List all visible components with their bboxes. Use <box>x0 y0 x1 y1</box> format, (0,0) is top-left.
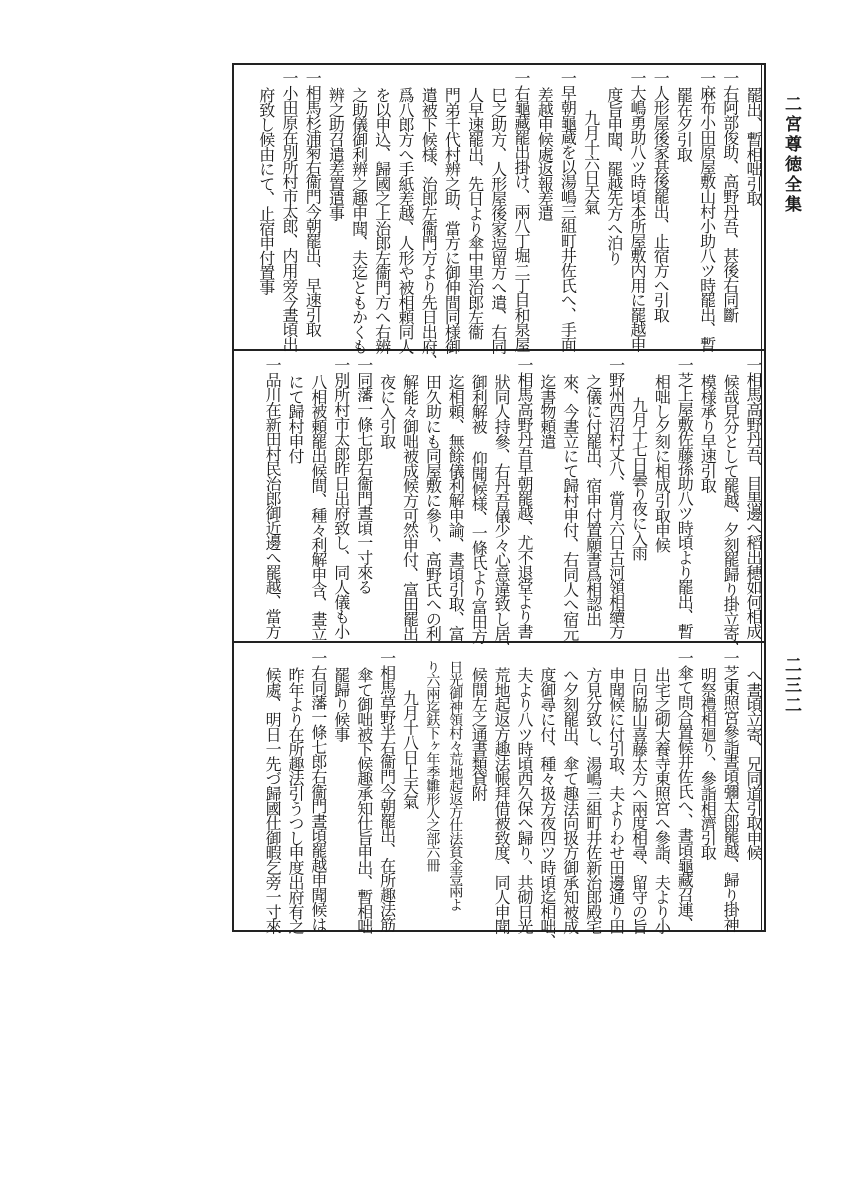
text-column: 罷出、暫相咄引取 <box>744 87 763 206</box>
text-column: 爲八郎方へ手紙差越、人形や被相頼同人 <box>396 87 415 354</box>
text-column: 一相馬草野半右衞門今朝罷出、在所趣法筋 <box>377 650 397 932</box>
text-column: 來、今晝立にて歸村申付、右同人へ宿元 <box>560 374 580 641</box>
text-column: 一人形屋後家甚後罷出、止宿方へ引取 <box>651 70 671 322</box>
text-column: 差越申候處返報差遣 <box>535 87 555 221</box>
text-column: 八相被頼罷出候間、種々利解申含、晝立 <box>308 374 328 641</box>
text-column: 日向脇山喜藤太方へ兩度相尋、留守の旨 <box>629 667 649 934</box>
text-column: 一右阿部俊助、高野丹吾、甚後右同斷 <box>720 70 740 322</box>
text-column: 巳之助方、人形屋後家逗留方へ遣、右同 <box>488 87 508 354</box>
text-column: にて歸村申付 <box>286 374 305 463</box>
text-column: 度旨申聞、罷越先方へ泊り <box>604 87 624 265</box>
text-column: 一別所村市太郎昨日出府致し、同人儀も小 <box>331 357 351 639</box>
text-column: 一右同藩一條七郎右衞門晝頃罷越申聞候は <box>308 650 328 932</box>
text-column: へ夕刻罷出、傘て趣法向扱方御承知被成 <box>560 667 580 934</box>
text-column: 迄相頼、無餘儀利解申諭、晝頃引取、富 <box>446 374 466 641</box>
text-column: 相咄し夕刻に相成引取申候 <box>652 374 672 552</box>
text-column: 罷歸り候事 <box>331 667 351 742</box>
text-column: 迄書物頼遣 <box>537 374 557 449</box>
page-number: 二三二 <box>781 656 801 716</box>
text-column: 九月十八日上天氣 <box>400 690 420 809</box>
text-column: 解能々御咄被成候方可然申付、富田罷出 <box>400 374 420 641</box>
text-column: 之助儀御利辨之趣申聞、夫迄ともかくも <box>349 87 369 354</box>
text-column: へ晝頃立寄、兄同道引取申候 <box>744 667 763 860</box>
text-column: 一品川在新田村民治郎御近邊へ罷越、當方 <box>263 357 283 639</box>
text-column: 一芝上屋敷佐藤孫助八ツ時頃より罷出、暫 <box>675 357 695 639</box>
text-column: 罷在夕引取 <box>674 87 694 162</box>
text-column: 一芝東照宮參詣晝頃彌太郎罷越、歸り掛神 <box>721 650 741 932</box>
text-column: り六兩迄鈇下ヶ年季雛形人之部六冊 <box>424 660 441 872</box>
book-title: 二宮尊徳全集 <box>781 95 801 215</box>
text-column: 九月十七日曇り夜に入雨 <box>629 397 649 560</box>
text-column: 方見分致し、湯嶋三組町井佐新治郎殿宅 <box>583 667 603 934</box>
text-column: 一相馬高野丹吾早朝罷越、尤不退堂より書 <box>515 357 534 639</box>
text-column: 九月十六日天氣 <box>581 110 601 214</box>
text-column: 一小田原在別所村市太郎、内用旁今晝頃出 <box>280 70 299 352</box>
text-column: 模様承り早速引取 <box>698 374 718 493</box>
text-column: 御利解被 仰聞候様、一條氏より富田方 <box>469 374 489 644</box>
text-column: 候間左之通書類貸附 <box>469 667 489 801</box>
text-column: 一早朝龜蔵を以湯嶋三組町井佐氏へ、手面 <box>558 70 578 352</box>
text-column: 申聞候に付引取、夫よりわせ田邊通り田 <box>606 667 626 934</box>
text-column: 候處、明日一先づ歸國仕御暇乞旁一寸來 <box>263 667 283 934</box>
text-column: 一相馬杉浦菊右衞門今朝罷出、早速引取 <box>303 70 323 337</box>
text-column: 一野州西沼村丈八、當月六日古河領相續方 <box>606 357 626 639</box>
text-column: 人早速罷出、先日より傘中里治郎左衞 <box>465 87 485 339</box>
text-column: 傘て御咄被下候趣承知仕旨申出、暫相咄 <box>354 667 374 934</box>
text-column: 候哉見分として罷越、夕刻罷歸り掛立寄、 <box>721 374 741 656</box>
text-column: 遣被下候様、治郎左衞門方より先日出府、 <box>419 87 439 369</box>
text-column: 狀同人持參、右丹吾儀少々心意違致し居、 <box>492 374 512 656</box>
text-column: 昨年より在所趣法引うつし申度出府有之 <box>286 667 305 934</box>
text-column: 荒地起返方趣法帳拜借被致度、同人申聞 <box>492 667 512 934</box>
text-column: 之儀に付罷出、宿申付置願書爲相認出 <box>583 374 603 626</box>
text-column: 田久助にも同屋敷に參り、高野氏への利 <box>423 374 443 641</box>
text-column: 度御尋に付、種々扱方夜四ツ時頃迄相咄、 <box>537 667 557 949</box>
text-column: 一傘て問合置候井佐氏へ、晝頃龜藏召連、 <box>675 650 695 932</box>
text-column: 出宅之砌大養寺東照宮へ參詣、夫より小 <box>652 667 672 934</box>
text-column: 明祭禮相廻り、參詣相濟引取 <box>698 667 718 860</box>
text-column: 府致し候由にて、止宿申付置事 <box>256 87 276 295</box>
text-column: 夫より八ツ時頃西久保へ歸り、共砌日光 <box>515 667 534 934</box>
text-column: 一右龜藏罷出掛け、兩八丁堀二丁目和泉屋 <box>512 70 531 352</box>
text-column: 夜に入引取 <box>377 374 397 449</box>
text-column: 一同藩一條七郎右衞門晝頃一寸來る <box>354 357 374 594</box>
text-column: を以申込、歸國之上治郎左衞門方へ右辨 <box>372 87 392 354</box>
text-column: 一大嶋勇助八ツ時頃本所屋敷内用に罷越申 <box>628 70 647 352</box>
text-column: 一麻布小田原屋敷山村小助八ツ時罷出、暫 <box>697 70 717 352</box>
text-column: 一相馬高野丹吾、目黒邊へ稻出穂如何相成 <box>744 357 763 639</box>
text-column: 辨之助召遣差置遣事 <box>326 87 346 221</box>
text-column: 日光御神領村々荒地起返方仕法貧金壹兩よ <box>447 660 464 911</box>
text-column: 門弟千代村辨之助、當方に御伸間同様御 <box>442 87 462 354</box>
